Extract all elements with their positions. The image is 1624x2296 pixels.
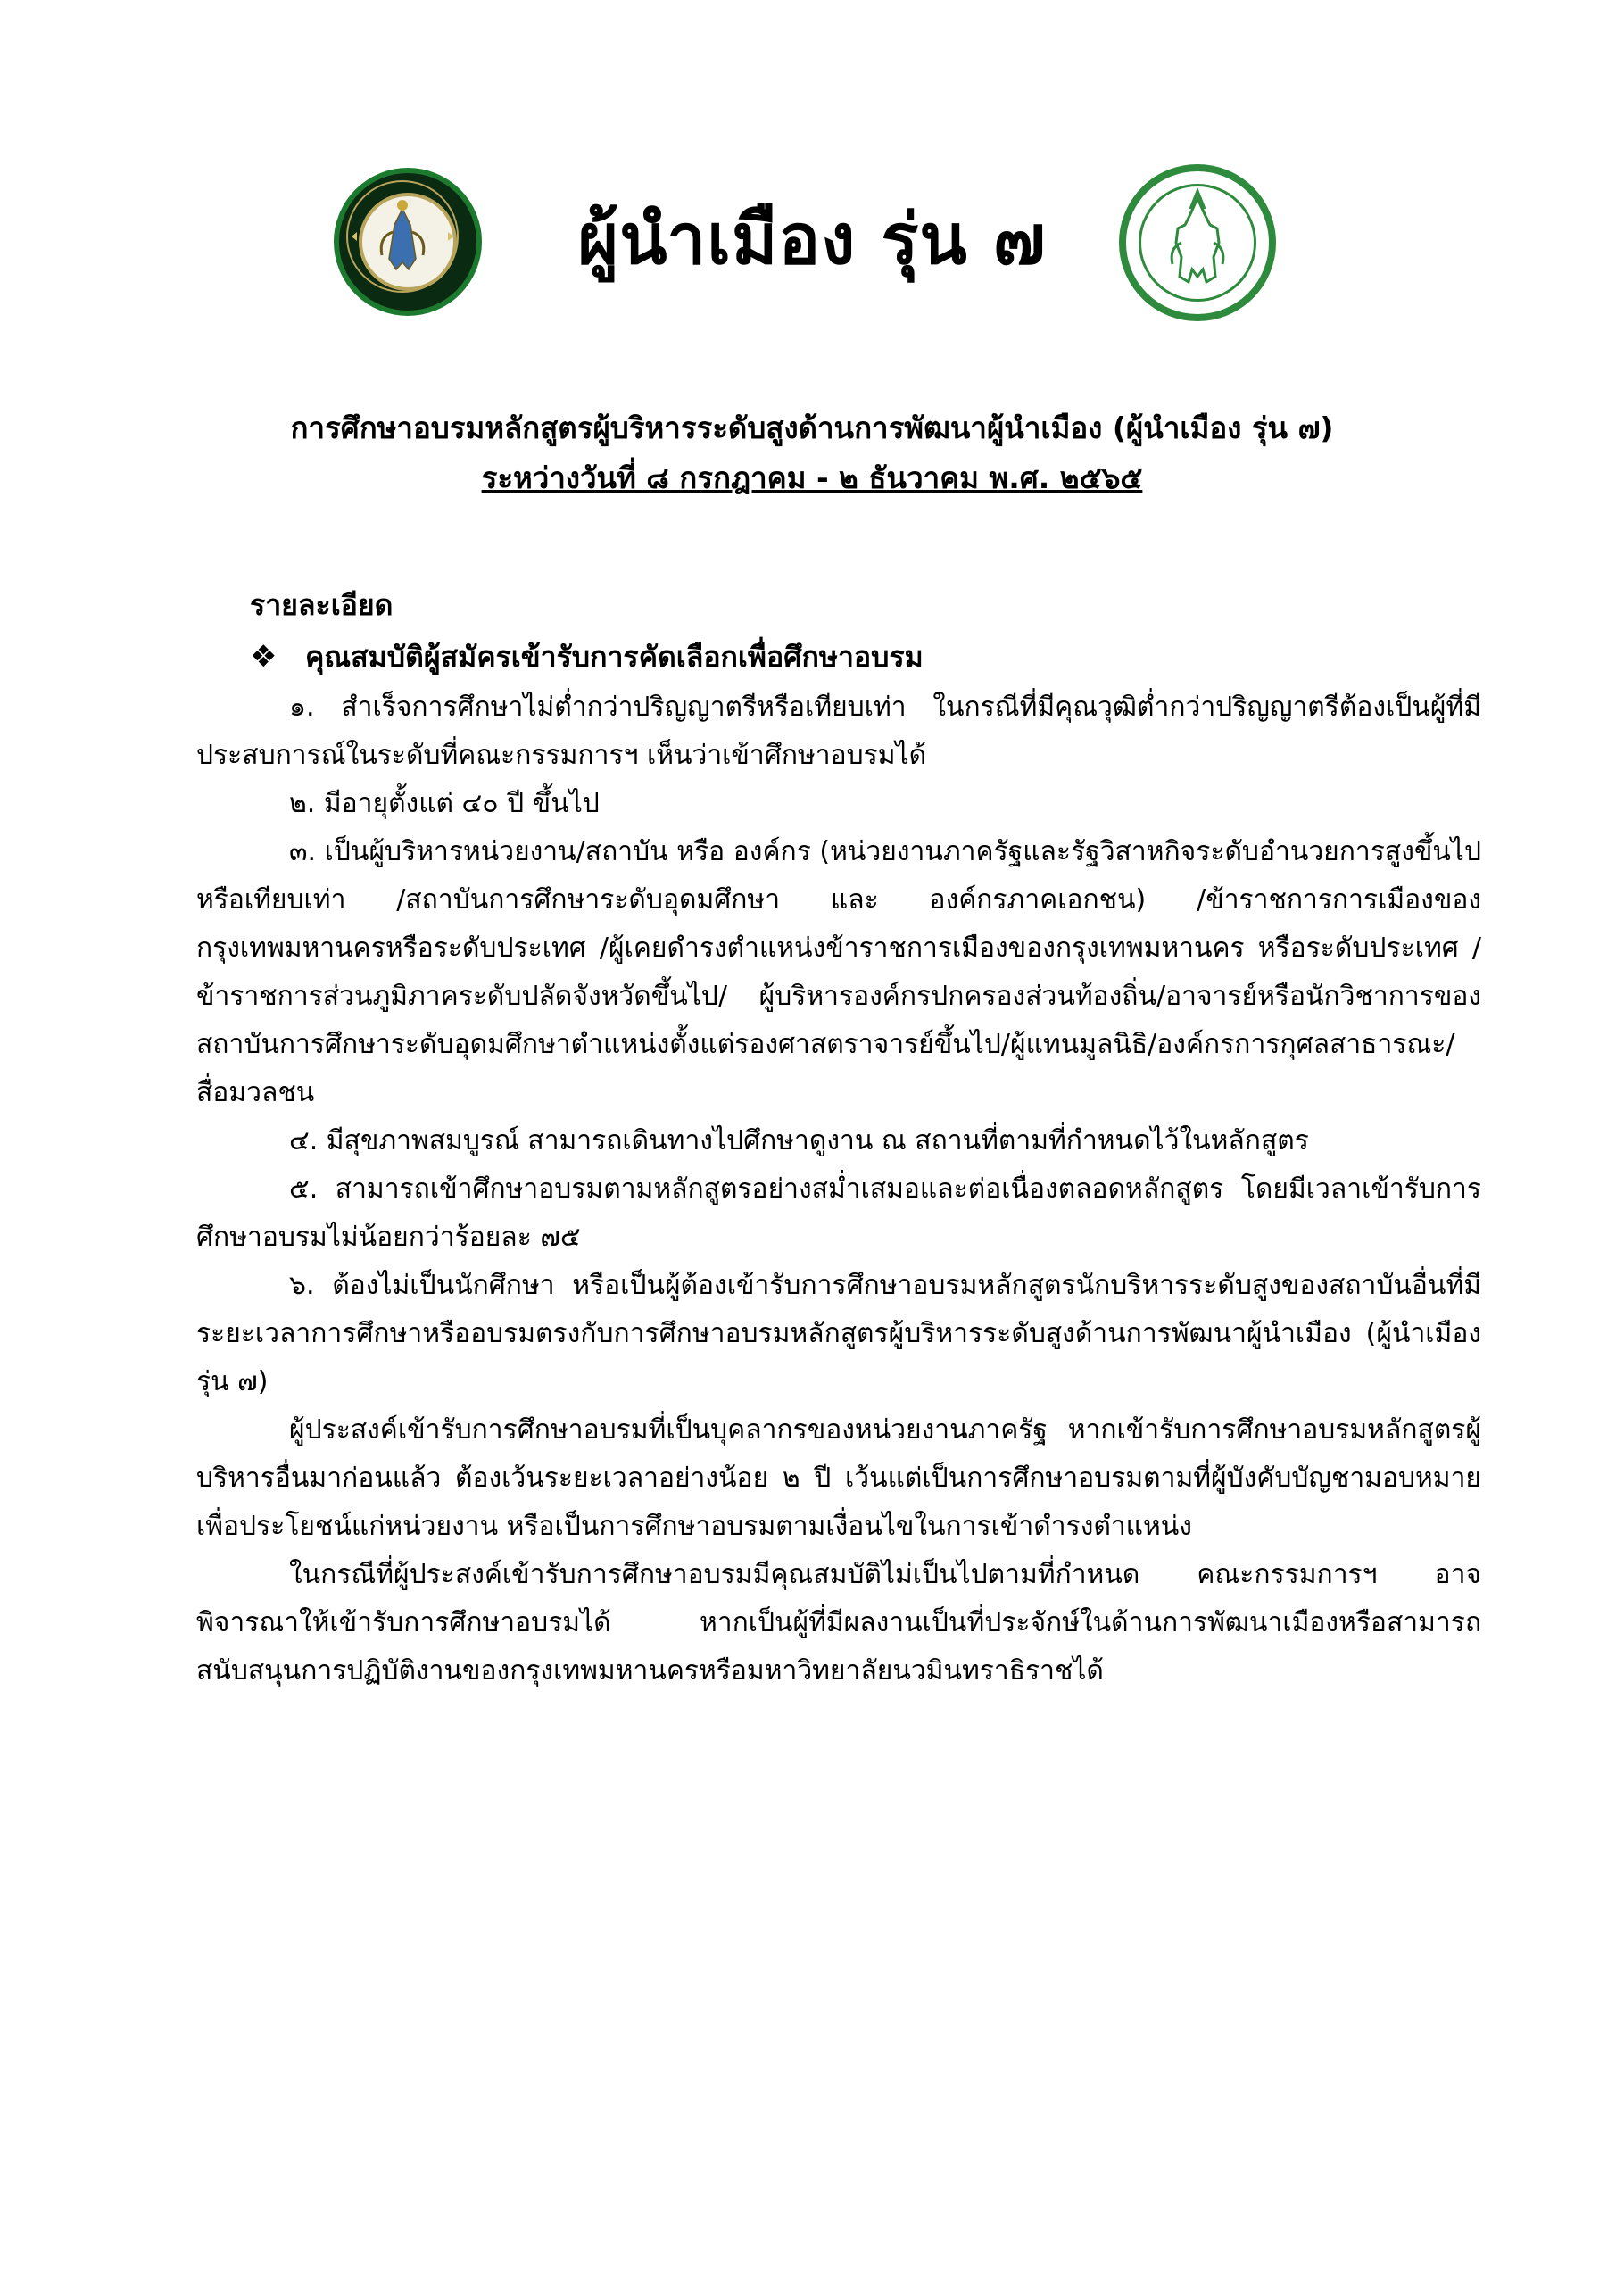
- section-label: รายละเอียด: [250, 588, 394, 622]
- qualification-item-4: ๔. มีสุขภาพสมบูรณ์ สามารถเดินทางไปศึกษาดูงาน ณ สถานที่ตามที่กำหนดไว้ในหลักสูตร: [289, 1125, 1309, 1156]
- course-name: การศึกษาอบรมหลักสูตรผู้บริหารระดับสูงด้านการพัฒนาผู้นำเมือง (ผู้นำเมือง รุ่น ๗): [290, 410, 1334, 445]
- document-body: [196, 580, 1481, 1695]
- bangkok-metropolitan-seal-icon: [1119, 164, 1276, 321]
- prior-training-note: ผู้ประสงค์เข้ารับการศึกษาอบรมที่เป็นบุคลากรของหน่วยงานภาครัฐ หากเข้ารับการศึกษาอบรมหลักสูตรผู้บริหารอื่นมาก่อนแล้ว ต้องเว้นระยะเวลาอย่างน้อย ๒ ปี เว้นแต่เป็นการศึกษาอบรมตามที่ผู้บังคับบัญชามอบหมายเพื่อประโยชน์แก่หน่วยงาน หรือเป็นการศึกษาอบรมตามเงื่อนไขในการเข้าดำรงตำแหน่ง: [196, 1414, 1481, 1542]
- exception-note: ในกรณีที่ผู้ประสงค์เข้ารับการศึกษาอบรมมีคุณสมบัติไม่เป็นไปตามที่กำหนด คณะกรรมการฯ อาจพิจารณาให้เข้ารับการศึกษาอบรมได้ หากเป็นผู้ที่มีผลงานเป็นที่ประจักษ์ในด้านการพัฒนาเมืองหรือสามารถสนับสนุนการปฏิบัติงานของกรุงเทพมหานครหรือมหาวิทยาลัยนวมินทราธิราชได้: [196, 1559, 1481, 1687]
- qualification-item-5: ๕. สามารถเข้าศึกษาอบรมตามหลักสูตรอย่างสม่ำเสมอและต่อเนื่องตลอดหลักสูตร โดยมีเวลาเข้ารับการศึกษาอบรมไม่น้อยกว่าร้อยละ ๗๕: [196, 1173, 1481, 1253]
- document-header: [0, 161, 1624, 330]
- qualification-item-1: ๑. สำเร็จการศึกษาไม่ต่ำกว่าปริญญาตรีหรือเทียบเท่า ในกรณีที่มีคุณวุฒิต่ำกว่าปริญญาตรีต้องเป็นผู้ที่มีประสบการณ์ในระดับที่คณะกรรมการฯ เห็นว่าเข้าศึกษาอบรมได้: [196, 692, 1481, 771]
- qualifications-heading: [250, 630, 1481, 684]
- qualifications-heading-text: คุณสมบัติผู้สมัครเข้ารับการคัดเลือกเพื่อศึกษาอบรม: [305, 640, 924, 674]
- qualification-item-6: ๖. ต้องไม่เป็นนักศึกษา หรือเป็นผู้ต้องเข้ารับการศึกษาอบรมหลักสูตรนักบริหารระดับสูงของสถาบันอื่นที่มีระยะเวลาการศึกษาหรืออบรมตรงกับการศึกษาอบรมหลักสูตรผู้บริหารระดับสูงด้านการพัฒนาผู้นำเมือง (ผู้นำเมือง รุ่น ๗): [196, 1270, 1481, 1397]
- navamindradhiraj-university-seal-icon: [334, 168, 482, 316]
- course-dates: ระหว่างวันที่ ๘ กรกฎาคม - ๒ ธันวาคม พ.ศ. ๒๕๖๕: [481, 460, 1143, 495]
- course-subtitle: [196, 403, 1428, 503]
- page-title: ผู้นำเมือง รุ่น ๗: [577, 200, 1047, 280]
- diamond-bullet-icon: ❖: [250, 639, 278, 675]
- qualification-item-2: ๒. มีอายุตั้งแต่ ๔๐ ปี ขึ้นไป: [289, 788, 600, 819]
- qualification-item-3: ๓. เป็นผู้บริหารหน่วยงาน/สถาบัน หรือ องค์กร (หน่วยงานภาครัฐและรัฐวิสาหกิจระดับอำนวยการสูงขึ้นไปหรือเทียบเท่า /สถาบันการศึกษาระดับอุดมศึกษา และ องค์กรภาคเอกชน) /ข้าราชการการเมืองของกรุงเทพมหานครหรือระดับประเทศ /ผู้เคยดำรงตำแหน่งข้าราชการเมืองของกรุงเทพมหานคร หรือระดับประเทศ /ข้าราชการส่วนภูมิภาคระดับปลัดจังหวัดขึ้นไป/ ผู้บริหารองค์กรปกครองส่วนท้องถิ่น/อาจารย์หรือนักวิชาการของสถาบันการศึกษาระดับอุดมศึกษาตำแหน่งตั้งแต่รองศาสตราจารย์ขึ้นไป/ผู้แทนมูลนิธิ/องค์กรการกุศลสาธารณะ/สื่อมวลชน: [196, 836, 1481, 1108]
